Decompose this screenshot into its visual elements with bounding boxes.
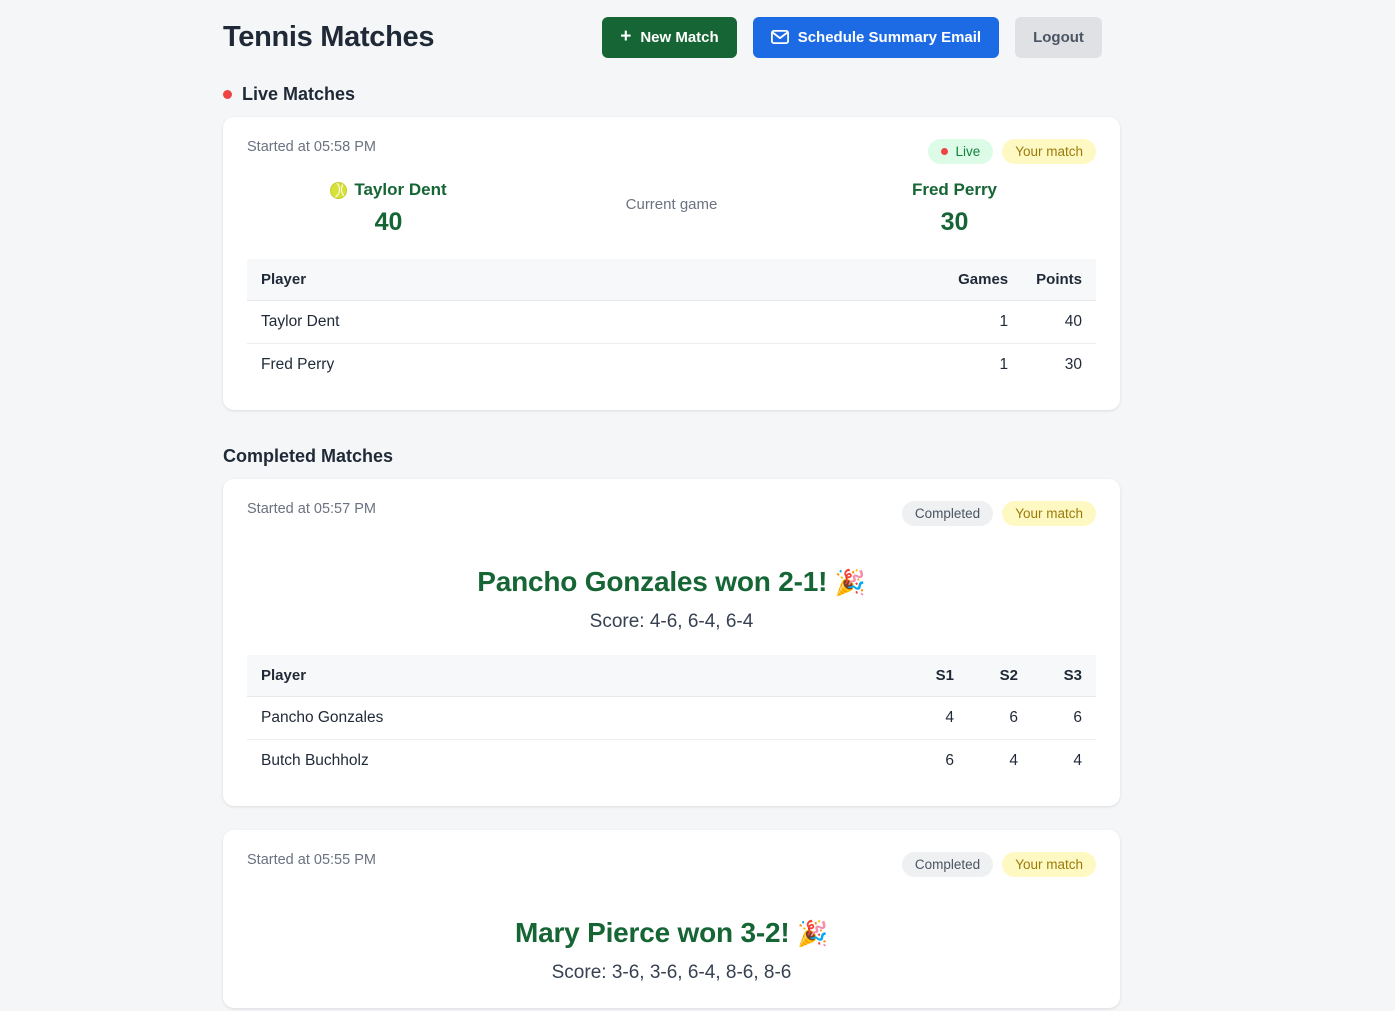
- tennis-ball-icon: [330, 182, 347, 199]
- cell-player: Taylor Dent: [247, 301, 944, 344]
- live-match-started-time: Started at 05:58 PM: [247, 139, 376, 155]
- cell-s1: 4: [904, 697, 968, 740]
- live-player-right: [813, 180, 1096, 237]
- column-header-s2: S2: [968, 655, 1032, 697]
- cell-s3: 4: [1073, 752, 1082, 769]
- completed-match-badges: [902, 852, 1096, 877]
- completed-match-card-header: [247, 852, 1096, 877]
- your-match-badge: Your match: [1002, 501, 1096, 526]
- live-dot-icon: [941, 148, 948, 155]
- result-title: Mary Pierce won 3-2!: [514, 917, 790, 948]
- completed-matches-heading: [223, 446, 1120, 467]
- cell-player: Butch Buchholz: [261, 752, 369, 769]
- live-player-left: [247, 180, 530, 237]
- live-matches-heading: [223, 84, 1120, 105]
- completed-match-result: [247, 566, 1096, 633]
- completed-match-card: [223, 830, 1120, 1008]
- cell-s2: 4: [1009, 752, 1018, 769]
- completed-match-card: [223, 479, 1120, 806]
- completed-match-table: [247, 655, 1096, 782]
- completed-match-badges: [902, 501, 1096, 526]
- column-header-player: Player: [247, 259, 944, 301]
- column-header-points: Points: [1022, 259, 1096, 301]
- live-player-right-points: 30: [940, 208, 969, 236]
- live-player-right-name-row: [813, 180, 1096, 200]
- new-match-label: New Match: [640, 28, 719, 46]
- live-player-left-points: 40: [374, 208, 403, 236]
- current-game-label: Current game: [625, 196, 718, 213]
- column-header-s3: S3: [1032, 655, 1096, 697]
- live-current-game-row: [247, 180, 1096, 237]
- your-match-badge: Your match: [1002, 139, 1096, 164]
- live-matches-heading-label: Live Matches: [242, 84, 356, 104]
- envelope-icon: [771, 30, 789, 44]
- status-badge-completed: Completed: [902, 852, 993, 877]
- cell-points: 40: [1022, 301, 1096, 344]
- live-match-card-header: [247, 139, 1096, 164]
- table-row: [247, 740, 1096, 783]
- result-score-line: Score: 4-6, 6-4, 6-4: [589, 611, 754, 632]
- status-badge-live: [928, 139, 993, 164]
- column-header-games: Games: [944, 259, 1022, 301]
- party-popper-icon: 🎉: [834, 569, 866, 597]
- cell-points: 30: [1064, 356, 1082, 373]
- status-badge-live-label: Live: [955, 144, 981, 159]
- top-bar: [223, 0, 1120, 62]
- status-badge-completed: Completed: [902, 501, 993, 526]
- new-match-button[interactable]: [602, 17, 736, 58]
- column-header-player: Player: [247, 655, 904, 697]
- live-player-right-name: Fred Perry: [911, 180, 998, 199]
- schedule-summary-email-button[interactable]: [753, 17, 999, 58]
- party-popper-icon: 🎉: [797, 920, 829, 948]
- completed-match-started-time: Started at 05:57 PM: [247, 501, 376, 517]
- result-score-line: Score: 3-6, 3-6, 6-4, 8-6, 8-6: [551, 962, 792, 983]
- logout-button[interactable]: Logout: [1015, 17, 1102, 58]
- your-match-badge: Your match: [1002, 852, 1096, 877]
- result-title-row: [247, 566, 1096, 598]
- table-header-row: [247, 259, 1096, 301]
- table-row: [247, 697, 1096, 740]
- plus-icon: +: [620, 25, 632, 47]
- live-player-left-name-row: [247, 180, 530, 200]
- result-title: Pancho Gonzales won 2-1!: [477, 566, 828, 597]
- table-header-row: [247, 655, 1096, 697]
- cell-games: 1: [944, 301, 1022, 344]
- live-match-table: [247, 259, 1096, 386]
- completed-match-card-header: [247, 501, 1096, 526]
- column-header-s1: S1: [904, 655, 968, 697]
- schedule-summary-email-label: Schedule Summary Email: [797, 28, 982, 46]
- completed-match-started-time: Started at 05:55 PM: [247, 852, 376, 868]
- table-row: [247, 344, 1096, 387]
- table-row: [247, 301, 1096, 344]
- live-player-left-name: Taylor Dent: [354, 180, 447, 199]
- cell-games: 1: [999, 356, 1009, 373]
- cell-s2: 6: [968, 697, 1032, 740]
- cell-s3: 6: [1032, 697, 1096, 740]
- result-title-row: [247, 917, 1096, 949]
- page-title: Tennis Matches: [223, 20, 435, 53]
- completed-matches-heading-label: Completed Matches: [223, 446, 394, 466]
- cell-player: Pancho Gonzales: [247, 697, 904, 740]
- page-content: [223, 0, 1120, 1008]
- completed-match-result: [247, 917, 1096, 984]
- cell-s1: 6: [945, 752, 954, 769]
- live-status-dot-icon: [223, 90, 232, 99]
- live-match-card: [223, 117, 1120, 410]
- live-match-badges: [928, 139, 1096, 164]
- cell-player: Fred Perry: [261, 356, 335, 373]
